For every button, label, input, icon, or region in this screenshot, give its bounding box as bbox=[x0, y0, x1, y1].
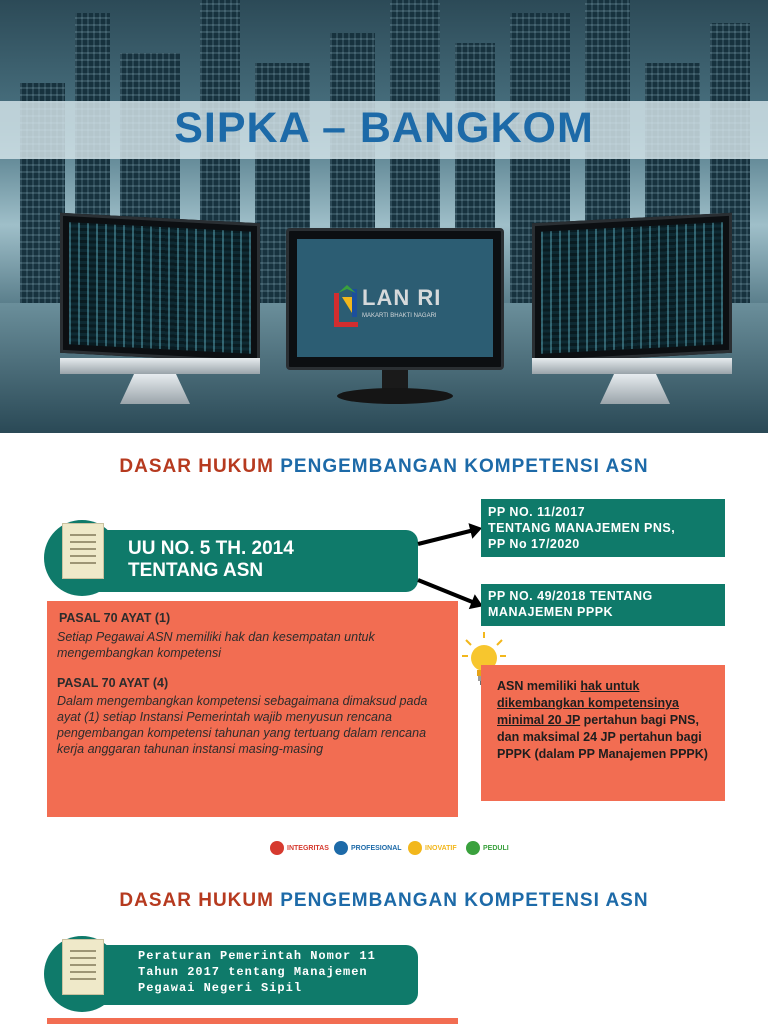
inovatif-icon bbox=[408, 841, 422, 855]
value-inovatif: INOVATIF bbox=[408, 841, 457, 855]
value-integritas: INTEGRITAS bbox=[270, 841, 329, 855]
right-monitor-stand bbox=[532, 358, 732, 374]
document-icon bbox=[62, 939, 104, 995]
note-box: ASN memiliki hak untuk dikembangkan kompetensinya minimal 20 JP pertahun bagi PNS, dan maksimal 24 JP pertahun bagi PPPK (dalam PP Manajemen PPPK) bbox=[481, 665, 725, 801]
left-monitor bbox=[60, 213, 260, 363]
pasal1-title: PASAL 70 AYAT (1) bbox=[59, 611, 171, 625]
section2-orange-strip bbox=[47, 1018, 458, 1024]
integritas-icon bbox=[270, 841, 284, 855]
center-monitor-base bbox=[337, 388, 453, 404]
logo-name: LAN RI bbox=[362, 285, 442, 310]
right-monitor bbox=[532, 213, 732, 363]
center-monitor-neck bbox=[382, 370, 408, 390]
pasal4-title: PASAL 70 AYAT (4) bbox=[57, 676, 169, 690]
core-values bbox=[270, 841, 520, 857]
value-peduli: PEDULI bbox=[466, 841, 509, 855]
peduli-icon bbox=[466, 841, 480, 855]
regulation-title: Peraturan Pemerintah Nomor 11 Tahun 2017 tentang Manajemen Pegawai Negeri Sipil bbox=[138, 949, 376, 995]
lan-ri-logo bbox=[332, 281, 462, 329]
pp-pppk-box: PP NO. 49/2018 TENTANG MANAJEMEN PPPK bbox=[481, 584, 725, 626]
page-title: SIPKA – BANGKOM bbox=[174, 104, 594, 152]
logo-tagline: MAKARTI BHAKTI NAGARI bbox=[362, 313, 437, 319]
left-monitor-stand bbox=[60, 358, 260, 374]
profesional-icon bbox=[334, 841, 348, 855]
pp-pns-box: PP NO. 11/2017 TENTANG MANAJEMEN PNS, PP No 17/2020 bbox=[481, 499, 725, 557]
value-profesional: PROFESIONAL bbox=[334, 841, 402, 855]
document-icon bbox=[62, 523, 104, 579]
lan-ri-emblem-icon bbox=[332, 283, 362, 329]
pasal4-text: Dalam mengembangkan kompetensi sebagaimana dimaksud pada ayat (1) setiap Instansi Pemerintah wajib menyusun rencana pengembangan kompetensi tahunan yang tertuang dalam rencana kerja anggaran tahunan instansi masing-masing bbox=[57, 694, 428, 756]
law-title: UU NO. 5 TH. 2014 TENTANG ASN bbox=[128, 538, 294, 581]
arrow-to-pp-pns bbox=[418, 527, 479, 546]
section2-heading: DASAR HUKUM PENGEMBANGAN KOMPETENSI ASN bbox=[119, 890, 649, 911]
hero-banner bbox=[0, 0, 768, 433]
pasal-box bbox=[47, 601, 458, 817]
pasal1-text: Setiap Pegawai ASN memiliki hak dan kesempatan untuk mengembangkan kompetensi bbox=[57, 630, 375, 660]
section1-heading: DASAR HUKUM PENGEMBANGAN KOMPETENSI ASN bbox=[119, 456, 649, 477]
